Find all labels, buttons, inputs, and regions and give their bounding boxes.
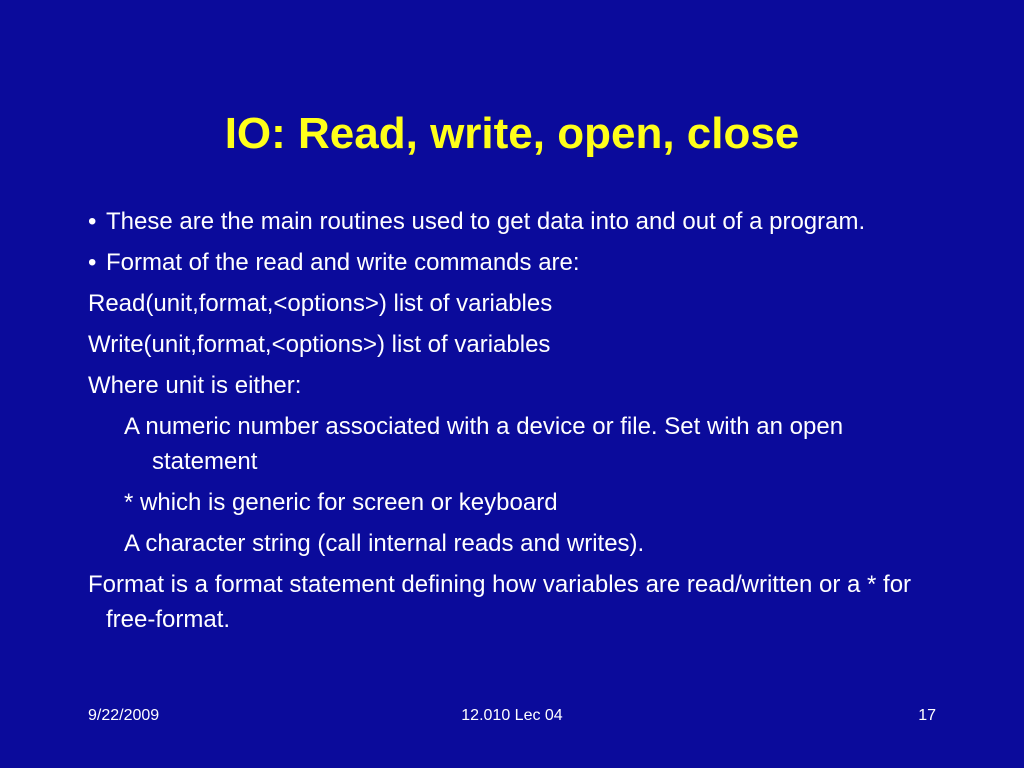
slide-body (88, 204, 948, 643)
bullet-paragraph (88, 245, 948, 280)
bullet-marker: • (88, 208, 97, 235)
paragraph-text: Where unit is either: (88, 372, 302, 399)
paragraph-text: These are the main routines used to get data into and out of a program. (106, 208, 866, 235)
paragraph-text: * which is generic for screen or keyboard (124, 489, 558, 516)
indented-paragraph (88, 409, 948, 479)
paragraph-text: A numeric number associated with a device or file. Set with an open statement (124, 413, 844, 475)
plain-paragraph (88, 368, 948, 403)
indented-paragraph (88, 526, 948, 561)
bullet-marker: • (88, 249, 97, 276)
plain-paragraph (88, 567, 948, 637)
bullet-paragraph (88, 204, 948, 239)
paragraph-text: Format of the read and write commands are: (106, 249, 580, 276)
footer-course: 12.010 Lec 04 (461, 707, 563, 724)
slide-title: IO: Read, write, open, close (224, 109, 800, 158)
footer-date: 9/22/2009 (88, 707, 160, 724)
paragraph-text: Read(unit,format,<options>) list of variables (88, 290, 553, 317)
paragraph-text: A character string (call internal reads and writes). (124, 530, 645, 557)
footer-page-number: 17 (918, 707, 936, 724)
paragraph-text: Format is a format statement defining how variables are read/written or a * for free-format. (88, 571, 912, 633)
plain-paragraph (88, 327, 948, 362)
indented-paragraph (88, 485, 948, 520)
plain-paragraph (88, 286, 948, 321)
paragraph-text: Write(unit,format,<options>) list of variables (88, 331, 551, 358)
